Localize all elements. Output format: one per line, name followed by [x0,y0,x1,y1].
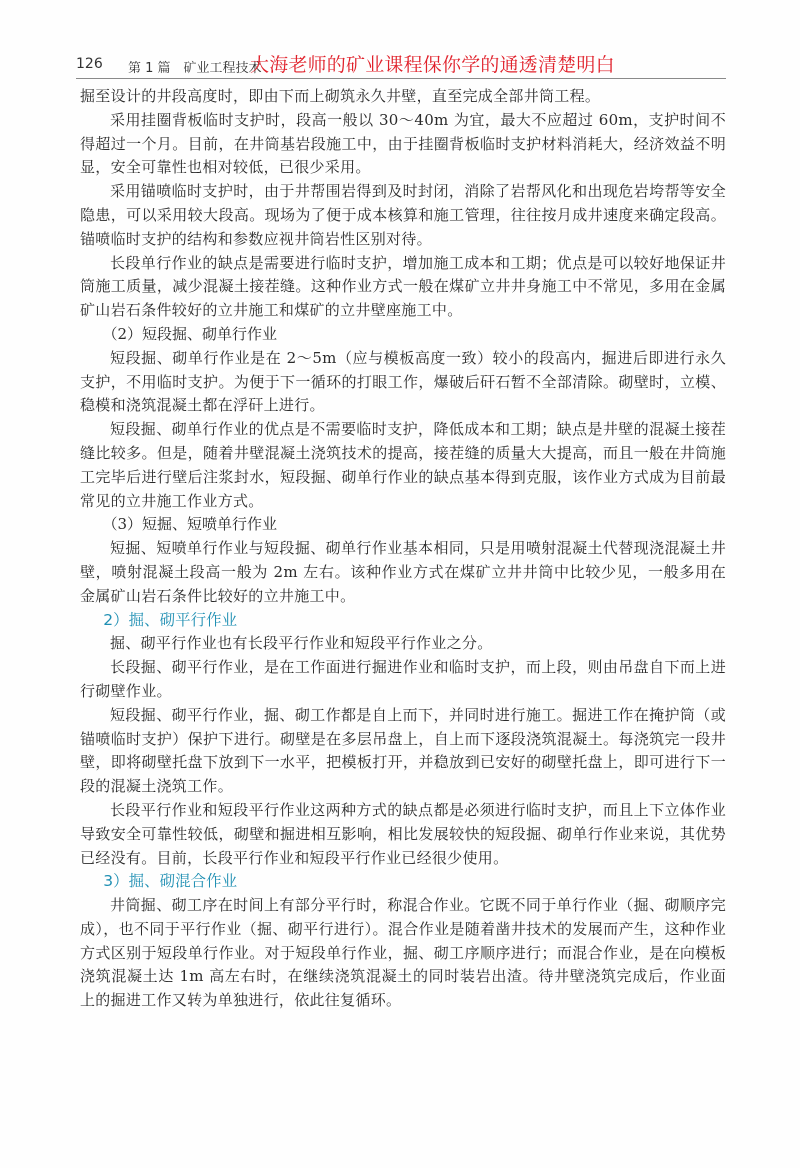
section-heading: 2）掘、砌平行作业 [103,610,238,629]
paragraph: 长段平行作业和短段平行作业这两种方式的缺点都是必须进行临时支护，而且上下立体作业导致安全可靠性较低，砌壁和掘进相互影响，相比发展较快的短段掘、砌单行作业来说，其优势已经没有。目前，长段平行作业和短段平行作业已经很少使用。 [80,800,726,867]
paragraph: 采用锚喷临时支护时，由于井帮围岩得到及时封闭，消除了岩帮风化和出现危岩垮帮等安全隐患，可以采用较大段高。现场为了便于成本核算和施工管理，往往按月成井速度来确定段高。锚喷临时支护的结构和参数应视井筒岩性区别对待。 [80,182,726,248]
paragraph: 井筒掘、砌工序在时间上有部分平行时，称混合作业。它既不同于单行作业（掘、砌顺序完成），也不同于平行作业（掘、砌平行进行）。混合作业是随着凿井技术的发展而产生，这种作业方式区别于短段单行作业。对于短段单行作业，掘、砌工序顺序进行；而混合作业，是在向模板浇筑混凝土达 1m 高左右时，在继续浇筑混凝土的同时装岩出渣。待井壁浇筑完成后，作业面上的掘进工作又转为单独进行，依此往复循环。 [80,896,726,1010]
paragraph: 长段掘、砌平行作业，是在工作面进行掘进作业和临时支护，而上段，则由吊盘自下而上进行砌壁作业。 [80,658,726,700]
paragraph: 掘至设计的井段高度时，即由下而上砌筑永久井壁，直至完成全部井筒工程。 [80,87,601,105]
paragraph: 长段单行作业的缺点是需要进行临时支护，增加施工成本和工期；优点是可以较好地保证井筒施工质量，减少混凝土接茬缝。这种作业方式一般在煤矿立井井身施工中不常见，多用在金属矿山岩石条件较好的立井施工和煤矿的立井壁座施工中。 [80,253,726,320]
chapter-title: 第 1 篇 矿业工程技术 [128,61,262,76]
subsection-heading: （2）短段掘、砌单行作业 [102,324,278,343]
watermark-text: 大海老师的矿业课程保你学的通透清楚明白 [250,54,615,76]
paragraph: 短掘、短喷单行作业与短段掘、砌单行作业基本相同，只是用喷射混凝土代替现浇混凝土井壁，喷射混凝土段高一般为 2m 左右。该种作业方式在煤矿立井井筒中比较少见，一般多用在金属矿山岩石条件比较好的立井施工中。 [80,539,726,605]
page-header [76,44,726,78]
body-text [80,85,726,1013]
paragraph: 掘、砌平行作业也有长段平行作业和短段平行作业之分。 [110,634,493,653]
subsection-heading: （3）短掘、短喷单行作业 [102,515,278,534]
paragraph: 短段掘、砌单行作业的优点是不需要临时支护，降低成本和工期；缺点是井壁的混凝土接茬缝比较多。但是，随着井壁混凝土浇筑技术的提高，接茬缝的质量大大提高，而且一般在井筒施工完毕后进行壁后注浆封水，短段掘、砌单行作业的缺点基本得到克服，该作业方式成为目前最常见的立井施工作业方式。 [80,420,726,510]
page-number: 126 [76,56,103,72]
paragraph: 短段掘、砌平行作业，掘、砌工作都是自上而下，并同时进行施工。掘进工作在掩护筒（或锚喷临时支护）保护下进行。砌壁是在多层吊盘上，自上而下逐段浇筑混凝土。每浇筑完一段井壁，即将砌壁托盘下放到下一水平，把模板打开，并稳放到已安好的砌壁托盘上，即可进行下一段的混凝土浇筑工作。 [80,705,726,796]
paragraph: 采用挂圈背板临时支护时，段高一般以 30～40m 为宜，最大不应超过 60m，支护时间不得超过一个月。目前，在井筒基岩段施工中，由于挂圈背板临时支护材料消耗大，经济效益不明显，安全可靠性也相对较低，已很少采用。 [80,110,726,177]
section-heading: 3）掘、砌混合作业 [103,872,238,891]
paragraph: 短段掘、砌单行作业是在 2～5m（应与模板高度一致）较小的段高内，掘进后即进行永久支护，不用临时支护。为便于下一循环的打眼工作，爆破后矸石暂不全部清除。砌壁时，立模、稳模和浇筑混凝土都在浮矸上进行。 [80,348,726,415]
header-rule [76,78,726,79]
